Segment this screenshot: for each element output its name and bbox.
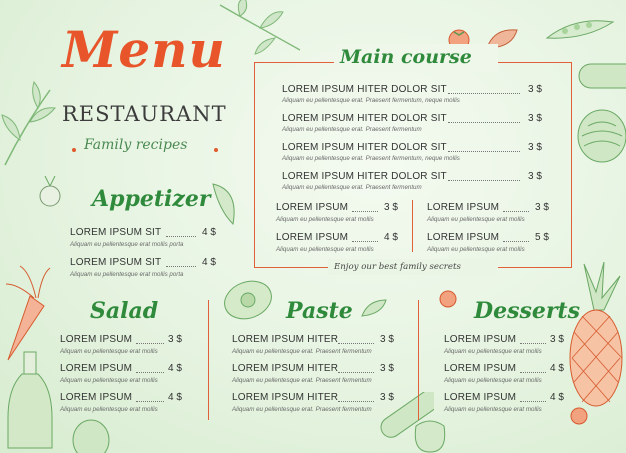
item-name: LOREM IPSUM — [60, 392, 133, 403]
menu-title: Menu — [62, 20, 226, 79]
menu-item — [444, 363, 566, 392]
section-divider-right — [418, 300, 419, 420]
salad-list — [60, 334, 186, 421]
main-course-wide-list — [282, 84, 544, 200]
item-description: Aliquam eu pellentesque erat mollis porta — [70, 271, 184, 278]
menu-item — [60, 392, 186, 421]
paste-title: Paste — [286, 298, 353, 324]
dot-leader — [166, 266, 196, 267]
item-description: Aliquam eu pellentesque erat mollis — [60, 377, 158, 384]
item-description: Aliquam eu pellentesque erat. Praesent fermentum, neque mollis — [282, 97, 460, 104]
item-description: Aliquam eu pellentesque erat mollis — [444, 406, 542, 413]
item-price: 4 $ — [550, 363, 564, 374]
pineapple-illustration — [564, 262, 626, 412]
item-description: Aliquam eu pellentesque erat mollis — [60, 406, 158, 413]
leaves-illustration-left — [0, 80, 60, 170]
dot-leader — [503, 241, 529, 242]
item-name: LOREM IPSUM — [444, 392, 517, 403]
item-name: LOREM IPSUM HITER — [232, 392, 339, 403]
radish-illustration — [35, 174, 65, 210]
artichoke-illustration-right — [572, 106, 626, 168]
dot-leader — [448, 180, 520, 181]
restaurant-subtitle: RESTAURANT — [62, 102, 227, 126]
menu-item — [70, 257, 216, 287]
bottle-illustration — [0, 348, 60, 453]
menu-item — [282, 142, 544, 171]
item-name: LOREM IPSUM HITER DOLOR SIT — [282, 171, 447, 182]
item-description: Aliquam eu pellentesque erat. Praesent fermentum — [232, 348, 372, 355]
item-name: LOREM IPSUM HITER — [232, 334, 339, 345]
desserts-title: Desserts — [474, 298, 580, 324]
item-description: Aliquam eu pellentesque erat mollis — [427, 216, 525, 223]
item-price: 4 $ — [384, 232, 398, 243]
item-name: LOREM IPSUM — [444, 334, 517, 345]
dot-leader — [166, 236, 196, 237]
item-price: 3 $ — [384, 202, 398, 213]
item-name: LOREM IPSUM SIT — [70, 227, 162, 238]
item-description: Aliquam eu pellentesque erat. Praesent fermentum — [232, 406, 372, 413]
appetizer-list — [70, 227, 216, 287]
item-price: 3 $ — [380, 363, 394, 374]
item-name: LOREM IPSUM — [427, 202, 500, 213]
menu-item — [282, 113, 544, 142]
item-price: 3 $ — [528, 142, 542, 153]
dot-leader — [448, 93, 520, 94]
dot-leader — [448, 122, 520, 123]
item-price: 3 $ — [528, 171, 542, 182]
menu-item — [276, 232, 400, 262]
item-name: LOREM IPSUM HITER DOLOR SIT — [282, 113, 447, 124]
tomato-bottom-illustration — [568, 404, 590, 426]
pea-pod-illustration — [545, 14, 615, 44]
item-name: LOREM IPSUM — [60, 334, 133, 345]
divider-dot — [72, 148, 76, 152]
dot-leader — [352, 211, 378, 212]
menu-item — [282, 171, 544, 200]
dot-leader — [136, 372, 164, 373]
menu-item — [276, 202, 400, 232]
item-price: 4 $ — [168, 363, 182, 374]
item-description: Aliquam eu pellentesque erat mollis — [276, 246, 374, 253]
menu-item — [60, 363, 186, 392]
divider-dot — [214, 148, 218, 152]
menu-item — [232, 334, 400, 363]
item-price: 4 $ — [202, 257, 216, 268]
menu-item — [232, 363, 400, 392]
item-price: 3 $ — [550, 334, 564, 345]
item-name: LOREM IPSUM — [276, 232, 349, 243]
item-description: Aliquam eu pellentesque erat. Praesent fermentum, neque mollis — [282, 155, 460, 162]
dot-leader — [520, 343, 546, 344]
item-price: 3 $ — [528, 84, 542, 95]
item-description: Aliquam eu pellentesque erat mollis — [427, 246, 525, 253]
dot-leader — [520, 401, 546, 402]
item-description: Aliquam eu pellentesque erat mollis — [276, 216, 374, 223]
item-price: 5 $ — [535, 232, 549, 243]
dot-leader — [352, 241, 378, 242]
item-description: Aliquam eu pellentesque erat mollis — [444, 377, 542, 384]
item-name: LOREM IPSUM HITER DOLOR SIT — [282, 84, 447, 95]
item-price: 4 $ — [202, 227, 216, 238]
dot-leader — [503, 211, 529, 212]
menu-item — [282, 84, 544, 113]
cucumber-illustration — [577, 56, 626, 96]
item-description: Aliquam eu pellentesque erat. Praesent fermentum — [232, 377, 372, 384]
desserts-list — [444, 334, 566, 421]
bell-pepper-illustration — [412, 416, 448, 453]
menu-item — [427, 202, 551, 232]
carrot-illustration — [0, 262, 54, 362]
item-description: Aliquam eu pellentesque erat. Praesent fermentum — [282, 126, 422, 133]
item-name: LOREM IPSUM — [427, 232, 500, 243]
footer-tagline: Enjoy our best family secrets — [334, 262, 461, 272]
dot-leader — [520, 372, 546, 373]
item-description: Aliquam eu pellentesque erat mollis — [60, 348, 158, 355]
main-course-right-list — [427, 202, 551, 262]
item-price: 3 $ — [528, 113, 542, 124]
dot-leader — [338, 343, 374, 344]
main-course-title: Main course — [340, 46, 472, 68]
dot-leader — [136, 343, 164, 344]
item-name: LOREM IPSUM SIT — [70, 257, 162, 268]
menu-item — [60, 334, 186, 363]
item-price: 3 $ — [380, 334, 394, 345]
item-price: 3 $ — [168, 334, 182, 345]
menu-item — [70, 227, 216, 257]
menu-item — [232, 392, 400, 421]
item-description: Aliquam eu pellentesque erat mollis — [444, 348, 542, 355]
item-name: LOREM IPSUM — [444, 363, 517, 374]
main-course-left-list — [276, 202, 400, 262]
dot-leader — [448, 151, 520, 152]
basil-leaf-illustration — [360, 298, 388, 318]
menu-item — [444, 334, 566, 363]
item-description: Aliquam eu pellentesque erat. Praesent fermentum — [282, 184, 422, 191]
menu-item — [444, 392, 566, 421]
dot-leader — [338, 372, 374, 373]
item-name: LOREM IPSUM HITER DOLOR SIT — [282, 142, 447, 153]
dot-leader — [338, 401, 374, 402]
main-course-divider — [412, 200, 413, 252]
item-name: LOREM IPSUM — [276, 202, 349, 213]
dot-leader — [136, 401, 164, 402]
item-price: 3 $ — [380, 392, 394, 403]
salad-title: Salad — [90, 298, 159, 324]
item-name: LOREM IPSUM — [60, 363, 133, 374]
paste-list — [232, 334, 400, 421]
item-price: 4 $ — [168, 392, 182, 403]
avocado-illustration — [222, 276, 274, 324]
tomato-small-illustration — [438, 288, 458, 308]
family-recipes-tagline: Family recipes — [84, 137, 188, 153]
appetizer-title: Appetizer — [92, 186, 211, 212]
item-name: LOREM IPSUM HITER — [232, 363, 339, 374]
item-price: 4 $ — [550, 392, 564, 403]
menu-item — [427, 232, 551, 262]
item-price: 3 $ — [535, 202, 549, 213]
section-divider-left — [208, 300, 209, 420]
item-description: Aliquam eu pellentesque erat mollis porta — [70, 241, 184, 248]
